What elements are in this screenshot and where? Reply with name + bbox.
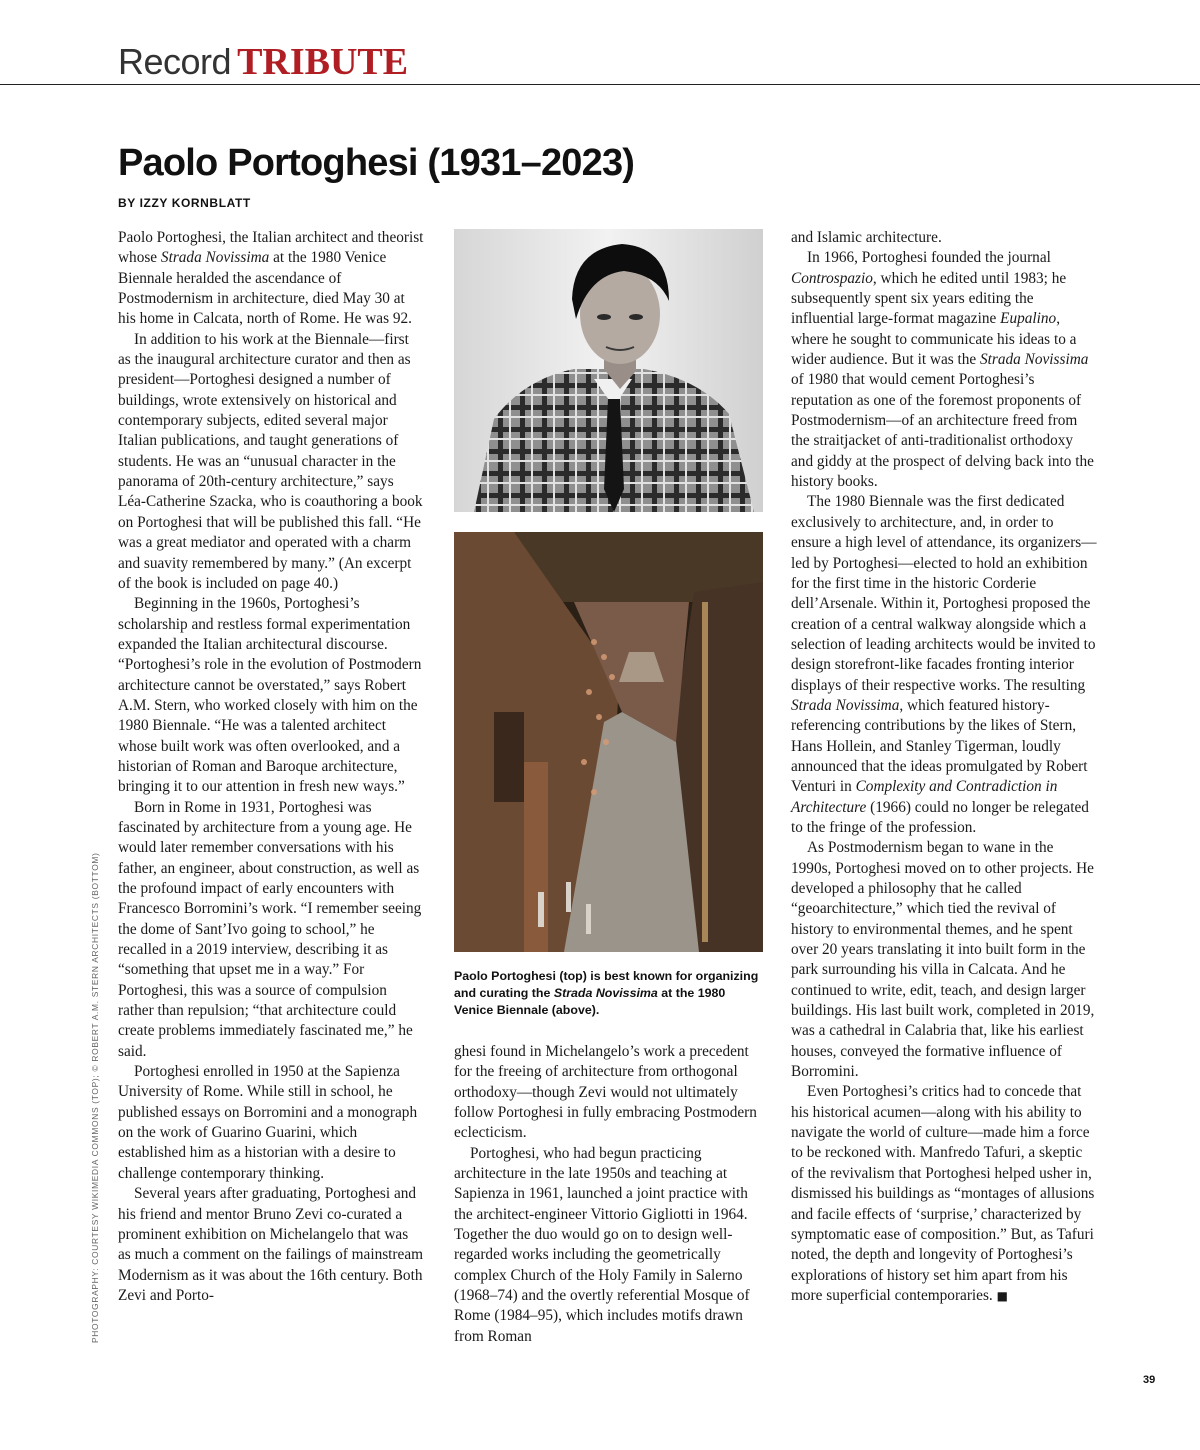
strada-novissima-photo bbox=[454, 532, 763, 952]
section-heading bbox=[118, 40, 408, 84]
paragraph: Beginning in the 1960s, Portoghesi’s scholarship and restless formal experimentation expanded the Italian architectural discourse. “Portoghesi’s role in the evolution of Postmodern architecture cannot be overstated,” says Robert A.M. Stern, who worked closely with him on the 1980 Biennale. “He was a talented architect whose built work was often overlooked, and a historian of Roman and Baroque architecture, bringing it to our attention in fresh new ways.” bbox=[118, 595, 422, 796]
paragraph: Portoghesi, who had begun practicing architecture in the late 1950s and teaching at Sapienza in 1961, launched a joint practice with the architect-engineer Vittorio Gigliotti in 1964. Together the duo would go on to design well-regarded works including the geometrically complex Church of the Holy Family in Salerno (1968–74) and the overtly referential Mosque of Rome (1984–95), which includes motifs drawn from Roman bbox=[454, 1144, 750, 1345]
byline: BY IZZY KORNBLATT bbox=[118, 196, 251, 210]
photo-credit: PHOTOGRAPHY: COURTESY WIKIMEDIA COMMONS (TOP); © ROBERT A.M. STERN ARCHITECTS (BOTTOM) bbox=[90, 852, 100, 1343]
text-column-3 bbox=[791, 228, 1097, 1306]
portrait-photo bbox=[454, 229, 763, 512]
article-title: Paolo Portoghesi (1931–2023) bbox=[118, 142, 635, 184]
paragraph: Born in Rome in 1931, Portoghesi was fascinated by architecture from a young age. He would later remember conversations with his father, an engineer, about construction, as well as the profound impact of early encounters with Francesco Borromini’s work. “I remember seeing the dome of Sant’Ivo going to school,” he recalled in a 2019 interview, describing it as “something that upset me in a way.” For Portoghesi, this was a source of compulsion rather than repulsion; “that architecture could create problems immediately fascinated me,” he said. bbox=[118, 798, 422, 1060]
paragraph: In 1966, Portoghesi founded the journal Controspazio, which he edited until 1983; he subsequently spent six years editing the influential large-format magazine Eupalino, where he sought to communicate his ideas to a wider audience. But it was the Strada Novissima of 1980 that would cement Portoghesi’s reputation as one of the foremost proponents of Postmodernism—of an architecture freed from the straitjacket of anti-traditionalist orthodoxy and giddy at the prospect of delving back into the history books. bbox=[791, 249, 1094, 491]
text-column-2 bbox=[454, 1042, 760, 1347]
section-name: Record bbox=[118, 41, 232, 82]
text-column-1 bbox=[118, 228, 424, 1306]
paragraph: The 1980 Biennale was the first dedicated exclusively to architecture, and, in order to ensure a high level of attendance, its organizers—led by Portoghesi—elected to hold an exhibition for the first time in the historic Corderie dell’Arsenale. Within it, Portoghesi proposed the creation of a central walkway alongside which a selection of leading architects would be invited to design storefront-like facades fronting interior displays of their respective works. The resulting Strada Novissima, which featured history-referencing contributions by the likes of Stern, Hans Hollein, and Stanley Tigerman, loudly announced that the ideas promulgated by Robert Venturi in Complexity and Contradiction in Architecture (1966) could no longer be relegated to the fringe of the profession. bbox=[791, 493, 1097, 836]
strada-novissima-photo-image bbox=[454, 532, 763, 952]
paragraph: Even Portoghesi’s critics had to concede that his historical acumen—along with his ability to navigate the world of culture—made him a force to be reckoned with. Manfredo Tafuri, a skeptic of the revivalism that Portoghesi helped usher in, dismissed his buildings as “montages of allusions and facile effects of ‘surprise,’ characterized by symptomatic ease of composition.” But, as Tafuri noted, the depth and longevity of Portoghesi’s explorations of history set him apart from his more superficial contemporaries. ■ bbox=[791, 1083, 1095, 1304]
paragraph: Paolo Portoghesi, the Italian architect and theorist whose Strada Novissima at the 1980 Venice Biennale heralded the ascendance of Postmodernism in architecture, died May 30 at his home in Calcata, north of Rome. He was 92. bbox=[118, 229, 424, 328]
paragraph: Several years after graduating, Portoghesi and his friend and mentor Bruno Zevi co-curated a prominent exhibition on Michelangelo that was as much a comment on the failings of mainstream Modernism as it was about the 16th century. Both Zevi and Porto- bbox=[118, 1185, 424, 1304]
paragraph: and Islamic architecture. bbox=[791, 229, 942, 246]
paragraph: In addition to his work at the Biennale—first as the inaugural architecture curator and then as president—Portoghesi designed a number of buildings, wrote extensively on historical and contemporary subjects, edited several major Italian publications, and taught generations of students. He was an “unusual character in the panorama of 20th-century architecture,” says Léa-Catherine Szacka, who is coauthoring a book on Portoghesi that will be published this fall. “He was a great mediator and operated with a charm and suavity remembered by many.” (An excerpt of the book is included on page 40.) bbox=[118, 330, 423, 592]
portrait-photo-image bbox=[454, 229, 763, 512]
paragraph: Portoghesi enrolled in 1950 at the Sapienza University of Rome. While still in school, he published essays on Borromini and a monograph on the work of Guarino Guarini, which established him as a historian with a desire to challenge contemporary thinking. bbox=[118, 1063, 418, 1182]
end-mark-icon: ■ bbox=[996, 1288, 1008, 1303]
page-header bbox=[0, 0, 1200, 85]
photo-caption: Paolo Portoghesi (top) is best known for organizing and curating the Strada Novissima at the 1980 Venice Biennale (above). bbox=[454, 969, 759, 1017]
paragraph: As Postmodernism began to wane in the 1990s, Portoghesi moved on to other projects. He developed a philosophy that he called “geoarchitecture,” which tied the revival of history to environmental themes, and he spent over 20 years translating it into built form in the park surrounding his villa in Calcata. And he continued to write, edit, teach, and design larger buildings. His last built work, completed in 2019, was a cathedral in Calabria that, like his earliest houses, conveyed the formative influence of Borromini. bbox=[791, 839, 1095, 1081]
paragraph: ghesi found in Michelangelo’s work a precedent for the freeing of architecture from orthogonal orthodoxy—though Zevi would not ultimately follow Portoghesi in fully embracing Postmodern eclecticism. bbox=[454, 1043, 757, 1142]
department-name: TRIBUTE bbox=[237, 41, 409, 83]
page-number: 39 bbox=[1143, 1374, 1156, 1386]
